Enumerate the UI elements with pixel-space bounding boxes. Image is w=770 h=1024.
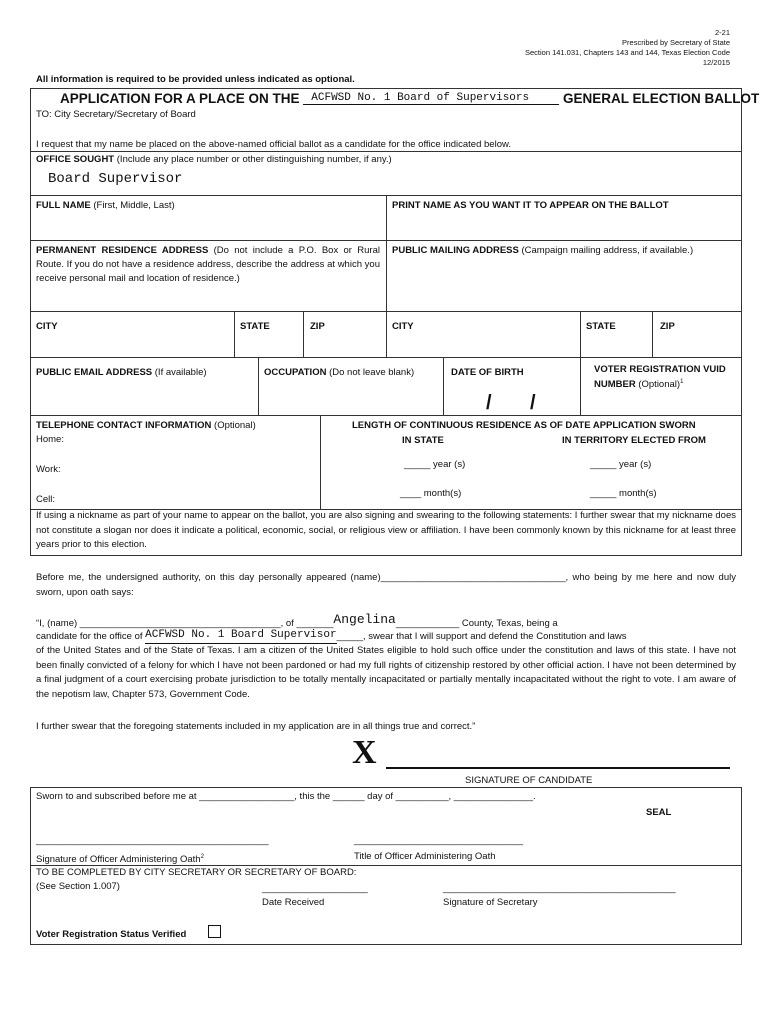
residence-length-heading: LENGTH OF CONTINUOUS RESIDENCE AS OF DATE APPLICATION SWORN [352,420,696,431]
territory-years-field[interactable]: _____ year (s) [590,459,652,470]
completion-heading: TO BE COMPLETED BY CITY SECRETARY OR SECRETARY OF BOARD: [36,867,357,878]
notice: All information is required to be provided unless indicated as optional. [36,74,355,85]
occupation-label: OCCUPATION (Do not leave blank) [264,367,415,378]
email-label: PUBLIC EMAIL ADDRESS (If available) [36,367,207,378]
nickname-statement: If using a nickname as part of your name to appear on the ballot, you are also signing and swearing to the following statements: I further swear that my nickname does not constitute a slogan nor does it indicate a political, economic, social, or religious view or affiliation. I have been commonly known by this nickname for at least three years prior to this election. [36,510,736,550]
before-me-text: Before me, the undersigned authority, on this day personally appeared (name)___________________________________, who being by me here and now duly sworn, upon oath says: [36,572,736,598]
county-field[interactable]: Angelina [333,612,396,627]
telephone-label: TELEPHONE CONTACT INFORMATION (Optional) [36,420,256,431]
candidate-signature-field[interactable] [386,767,730,769]
date-received-line[interactable]: ____________________ [262,883,368,894]
mailing-address-field[interactable] [392,262,736,308]
further-swear-text: I further swear that the foregoing statements included in my application are in all things true and correct.” [36,721,476,732]
residence-address-label: PERMANENT RESIDENCE ADDRESS (Do not include a P.O. Box or Rural Route. If you do not have a residence address, describe the address at which you receive personal mail and location of residence.) [36,245,380,284]
dob-slash-2: / [530,392,536,414]
mailing-city-label: CITY [392,321,414,332]
state-months-field[interactable]: ____ month(s) [400,488,462,499]
secretary-signature-label: Signature of Secretary [443,897,538,908]
title-prefix: APPLICATION FOR A PLACE ON THE [60,91,300,106]
prescribed-by: Prescribed by Secretary of State [622,38,730,47]
date-of-birth-field[interactable] [449,390,577,412]
full-name-field[interactable] [36,214,382,238]
office-sought-field[interactable]: Board Supervisor [48,171,183,187]
voter-status-checkbox[interactable] [208,925,221,938]
candidate-office-field[interactable]: ACFWSD No. 1 Board Supervisor [145,628,336,644]
oath-line-2: candidate for the office of ACFWSD No. 1 Board Supervisor_____, swear that I will support and defend the Constitution and laws [36,629,627,642]
mailing-state-label: STATE [586,321,616,332]
work-phone-label: Work: [36,464,61,475]
sworn-text: Sworn to and subscribed before me at __________________, this the ______ day of __________, _______________. [36,791,536,802]
signature-label: SIGNATURE OF CANDIDATE [465,775,593,786]
residence-zip-label: ZIP [310,321,325,332]
residence-address-field[interactable] [36,290,382,308]
territory-months-field[interactable]: _____ month(s) [590,488,657,499]
in-territory-label: IN TERRITORY ELECTED FROM [562,435,706,446]
vuid-label: VOTER REGISTRATION VUID NUMBER (Optional)$^1$ [594,364,726,391]
request-text: I request that my name be placed on the above-named official ballot as a candidate for the office indicated below. [36,139,511,150]
form-header [525,28,730,68]
in-state-label: IN STATE [402,435,444,446]
oath-body: of the United States and of the State of Texas. I am a citizen of the United States eligible to hold such office under the constitution and laws of this state. I have not been finally convicted of a felony for which I have not been pardoned or had my full rights of citizenship restored by other official action. I have not been determined by a final judgment of a court exercising probate jurisdiction to be totally mentally incapacitated or partially mentally incapacitated without the right to vote. I am aware of the nepotism law, Chapter 573, Government Code. [36,645,736,700]
election-name-field[interactable]: ACFWSD No. 1 Board of Supervisors [303,92,559,105]
secretary-signature-line[interactable]: ____________________________________________ [443,883,676,894]
office-sought-label: OFFICE SOUGHT (Include any place number or other distinguishing number, if any.) [36,154,392,165]
title-suffix: GENERAL ELECTION BALLOT [563,91,760,106]
officer-signature-line[interactable]: ____________________________________________ [36,835,269,846]
cell-phone-label: Cell: [36,494,56,505]
state-years-field[interactable]: _____ year (s) [404,459,466,470]
date-received-label: Date Received [262,897,325,908]
section-reference: Section 141.031, Chapters 143 and 144, Texas Election Code [524,48,730,57]
signature-x-mark: X [352,734,377,771]
voter-status-label: Voter Registration Status Verified [36,929,187,940]
seal-label: SEAL [646,807,672,818]
form-date: 12/2015 [702,58,730,67]
print-name-label: PRINT NAME AS YOU WANT IT TO APPEAR ON THE BALLOT [392,200,669,211]
date-of-birth-label: DATE OF BIRTH [451,367,524,378]
home-phone-label: Home: [36,434,64,445]
residence-city-label: CITY [36,321,58,332]
mailing-zip-label: ZIP [660,321,675,332]
full-name-label: FULL NAME (First, Middle, Last) [36,200,175,211]
form-number: 2-21 [714,28,730,37]
mailing-address-label: PUBLIC MAILING ADDRESS (Campaign mailing address, if available.) [392,245,694,256]
officer-title-label: Title of Officer Administering Oath [354,851,496,862]
form-title [60,91,759,108]
residence-state-label: STATE [240,321,270,332]
print-name-field[interactable] [392,214,736,238]
see-section: (See Section 1.007) [36,881,120,892]
officer-title-line[interactable]: ________________________________ [354,835,524,846]
to-line: TO: City Secretary/Secretary of Board [36,109,196,120]
officer-signature-label: Signature of Officer Administering Oath$^2$ [36,854,204,866]
oath-line-1: “I, (name) ______________________________________, of _______Angelina____________ County, Texas, being a [36,612,558,629]
dob-slash-1: / [486,392,492,414]
